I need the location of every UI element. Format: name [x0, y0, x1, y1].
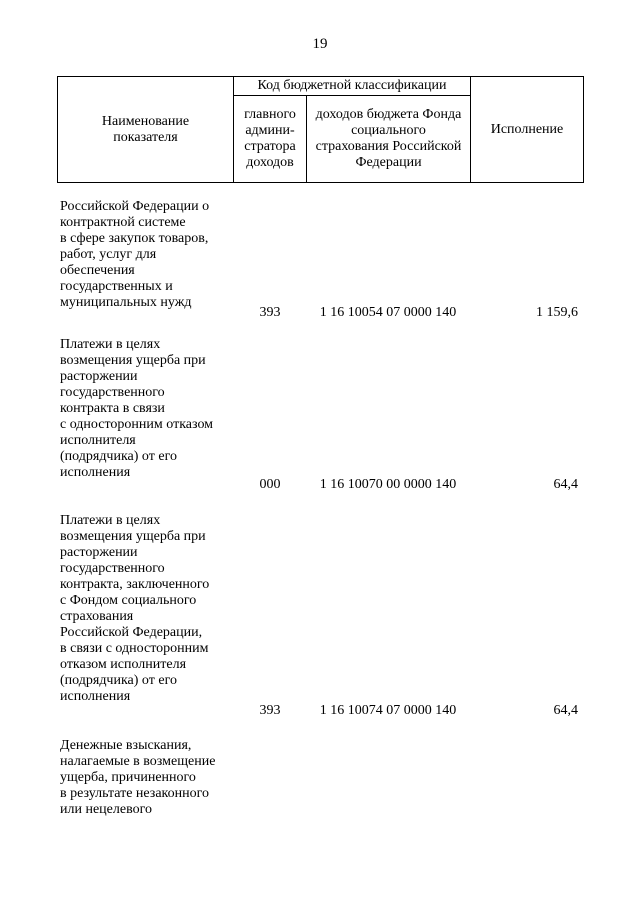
page-number: 19 [312, 36, 328, 52]
header-bottom-border [57, 182, 584, 183]
header-execution: Исполнение [490, 121, 564, 137]
header-budget-code-group: Код бюджетной классификации [257, 78, 447, 93]
row-3-admin-code: 393 [259, 703, 281, 718]
row-4-name: Денежные взыскания, налагаемые в возмещение ущерба, причиненного в результате незаконного или нецелевого [60, 738, 216, 817]
row-2-amount: 64,4 [553, 477, 578, 492]
row-2-name: Платежи в целях возмещения ущерба при расторжении государственного контракта в связи с односторонним отказом исполнителя (подрядчика) от его исполнения [60, 337, 214, 480]
row-2-budget-code: 1 16 10070 00 0000 140 [319, 477, 457, 492]
header-fund-revenue: доходов бюджета Фонда социального страхования Российской Федерации [315, 107, 462, 170]
row-3-amount: 64,4 [553, 703, 578, 718]
header-indicator-name: Наименование показателя [101, 113, 190, 145]
row-1-budget-code: 1 16 10054 07 0000 140 [319, 305, 457, 320]
row-2-admin-code: 000 [259, 477, 281, 492]
header-right-border [583, 76, 584, 183]
row-1-admin-code: 393 [259, 305, 281, 320]
row-3-budget-code: 1 16 10074 07 0000 140 [319, 703, 457, 718]
row-1-name: Российской Федерации о контрактной системе в сфере закупок товаров, работ, услуг для обеспечения государственных и муниципальных нужд [60, 199, 210, 310]
row-1-amount: 1 159,6 [536, 305, 578, 320]
header-chief-admin: главного админи-стратора доходов [244, 107, 296, 170]
row-3-name: Платежи в целях возмещения ущерба при расторжении государственного контракта, заключенного с Фондом социального страхования Российской Федерации, в связи с односторонним отказом исполнителя (подрядчика) от его исполнения [60, 513, 210, 704]
